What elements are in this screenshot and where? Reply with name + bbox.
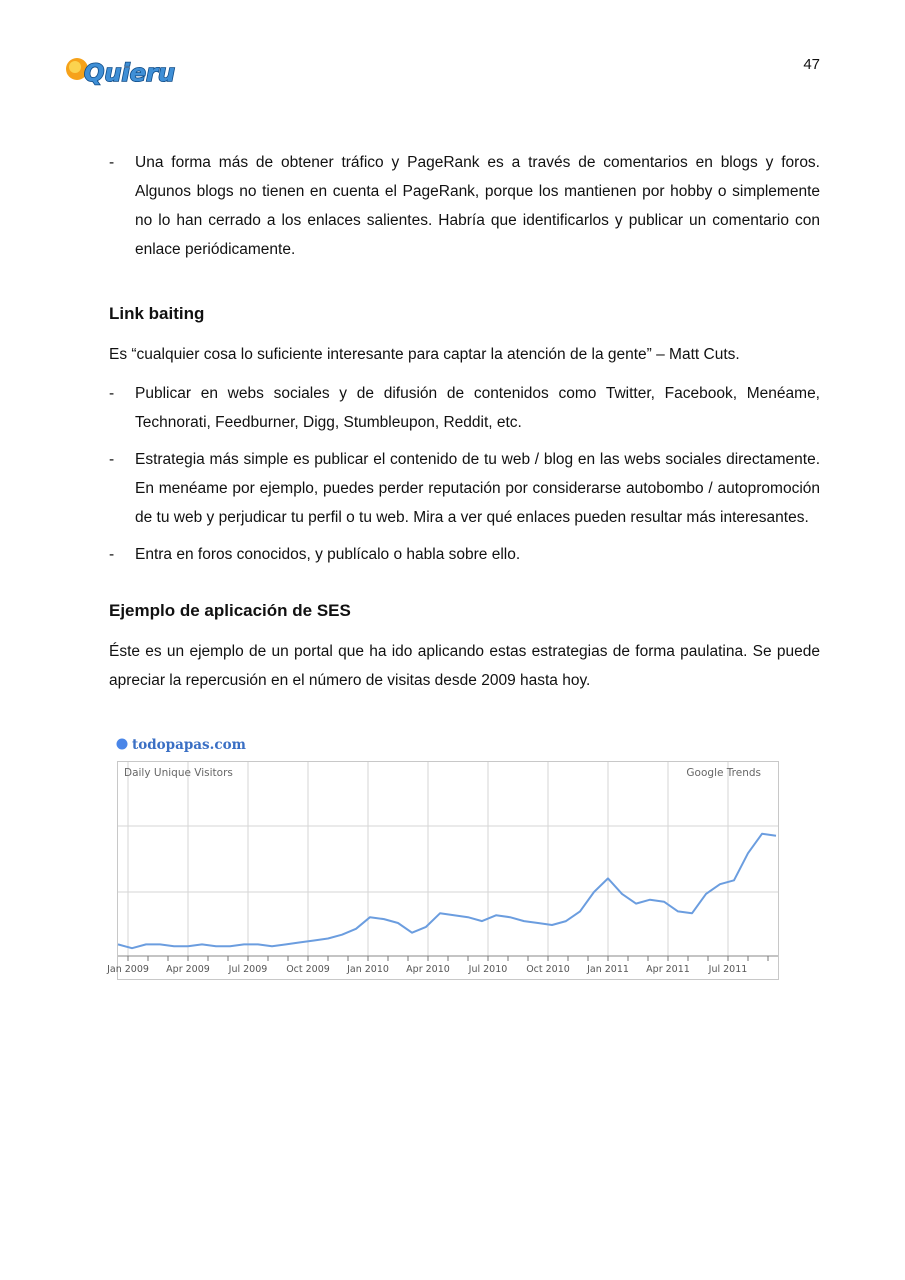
x-tick-label: Jan 2010 bbox=[347, 964, 389, 975]
x-tick-label: Jul 2010 bbox=[468, 964, 508, 975]
x-tick-label: Apr 2011 bbox=[646, 964, 690, 975]
page-body bbox=[109, 148, 820, 695]
x-tick-label: Jan 2011 bbox=[587, 964, 629, 975]
x-tick-label: Jul 2009 bbox=[228, 964, 268, 975]
link-baiting-bullet-3: Entra en foros conocidos, y publícalo o habla sobre ello. bbox=[135, 546, 521, 563]
intro-bullet-text: Una forma más de obtener tráfico y PageRank es a través de comentarios en blogs y foros. Algunos blogs no tienen en cuenta el PageRank, porque los mantienen por hobby o simplemente no lo han cerrado a los enlaces salientes. Habría que identificarlos y publicar un comentario con enlace periódicamente. bbox=[135, 154, 820, 258]
x-tick-label: Jul 2011 bbox=[708, 964, 748, 975]
list-item: - Entra en foros conocidos, y publícalo o habla sobre ello. bbox=[109, 540, 820, 569]
chart-source-label: Google Trends bbox=[686, 767, 761, 779]
x-tick-label: Jan 2009 bbox=[107, 964, 149, 975]
legend-dot-icon bbox=[117, 739, 128, 750]
page-number: 47 bbox=[803, 56, 820, 73]
logo-text: Quieru bbox=[84, 59, 175, 87]
quote-paragraph: Es “cualquier cosa lo suficiente interesante para captar la atención de la gente” – Matt Cuts. bbox=[109, 346, 740, 363]
list-item: - Publicar en webs sociales y de difusión de contenidos como Twitter, Facebook, Menéame, Technorati, Feedburner, Digg, Stumbleupon, Reddit, etc. bbox=[109, 379, 820, 437]
link-baiting-bullet-2: Estrategia más simple es publicar el contenido de tu web / blog en las webs sociales directamente. En menéame por ejemplo, puedes perder reputación por considerarse autobombo / autopromoción de tu web y perjudicar tu perfil o tu web. Mira a ver qué enlaces pueden resultar más interesantes. bbox=[135, 451, 820, 526]
quieru-logo bbox=[64, 50, 189, 96]
heading-ejemplo-ses: Ejemplo de aplicación de SES bbox=[109, 601, 351, 620]
y-axis-label: Daily Unique Visitors bbox=[124, 767, 233, 779]
link-baiting-bullet-1: Publicar en webs sociales y de difusión de contenidos como Twitter, Facebook, Menéame, Technorati, Feedburner, Digg, Stumbleupon, Reddit, etc. bbox=[135, 385, 820, 431]
list-item: - Estrategia más simple es publicar el contenido de tu web / blog en las webs sociales directamente. En menéame por ejemplo, puedes perder reputación por considerarse autobombo / autopromoción de tu web y perjudicar tu perfil o tu web. Mira a ver qué enlaces pueden resultar más interesantes. bbox=[109, 445, 820, 532]
x-tick-label: Oct 2010 bbox=[526, 964, 570, 975]
example-paragraph: Éste es un ejemplo de un portal que ha ido aplicando estas estrategias de forma paulatina. Se puede apreciar la repercusión en el número de visitas desde 2009 hasta hoy. bbox=[109, 643, 820, 689]
x-axis-labels bbox=[106, 964, 747, 975]
chart-title: todopapas.com bbox=[132, 737, 246, 753]
heading-link-baiting: Link baiting bbox=[109, 304, 205, 323]
google-trends-chart bbox=[107, 733, 783, 983]
x-tick-label: Apr 2010 bbox=[406, 964, 450, 975]
x-tick-label: Apr 2009 bbox=[166, 964, 210, 975]
list-item: - Una forma más de obtener tráfico y PageRank es a través de comentarios en blogs y foros. Algunos blogs no tienen en cuenta el PageRank, porque los mantienen por hobby o simplemente no lo han cerrado a los enlaces salientes. Habría que identificarlos y publicar un comentario con enlace periódicamente. bbox=[109, 148, 820, 264]
x-tick-label: Oct 2009 bbox=[286, 964, 330, 975]
